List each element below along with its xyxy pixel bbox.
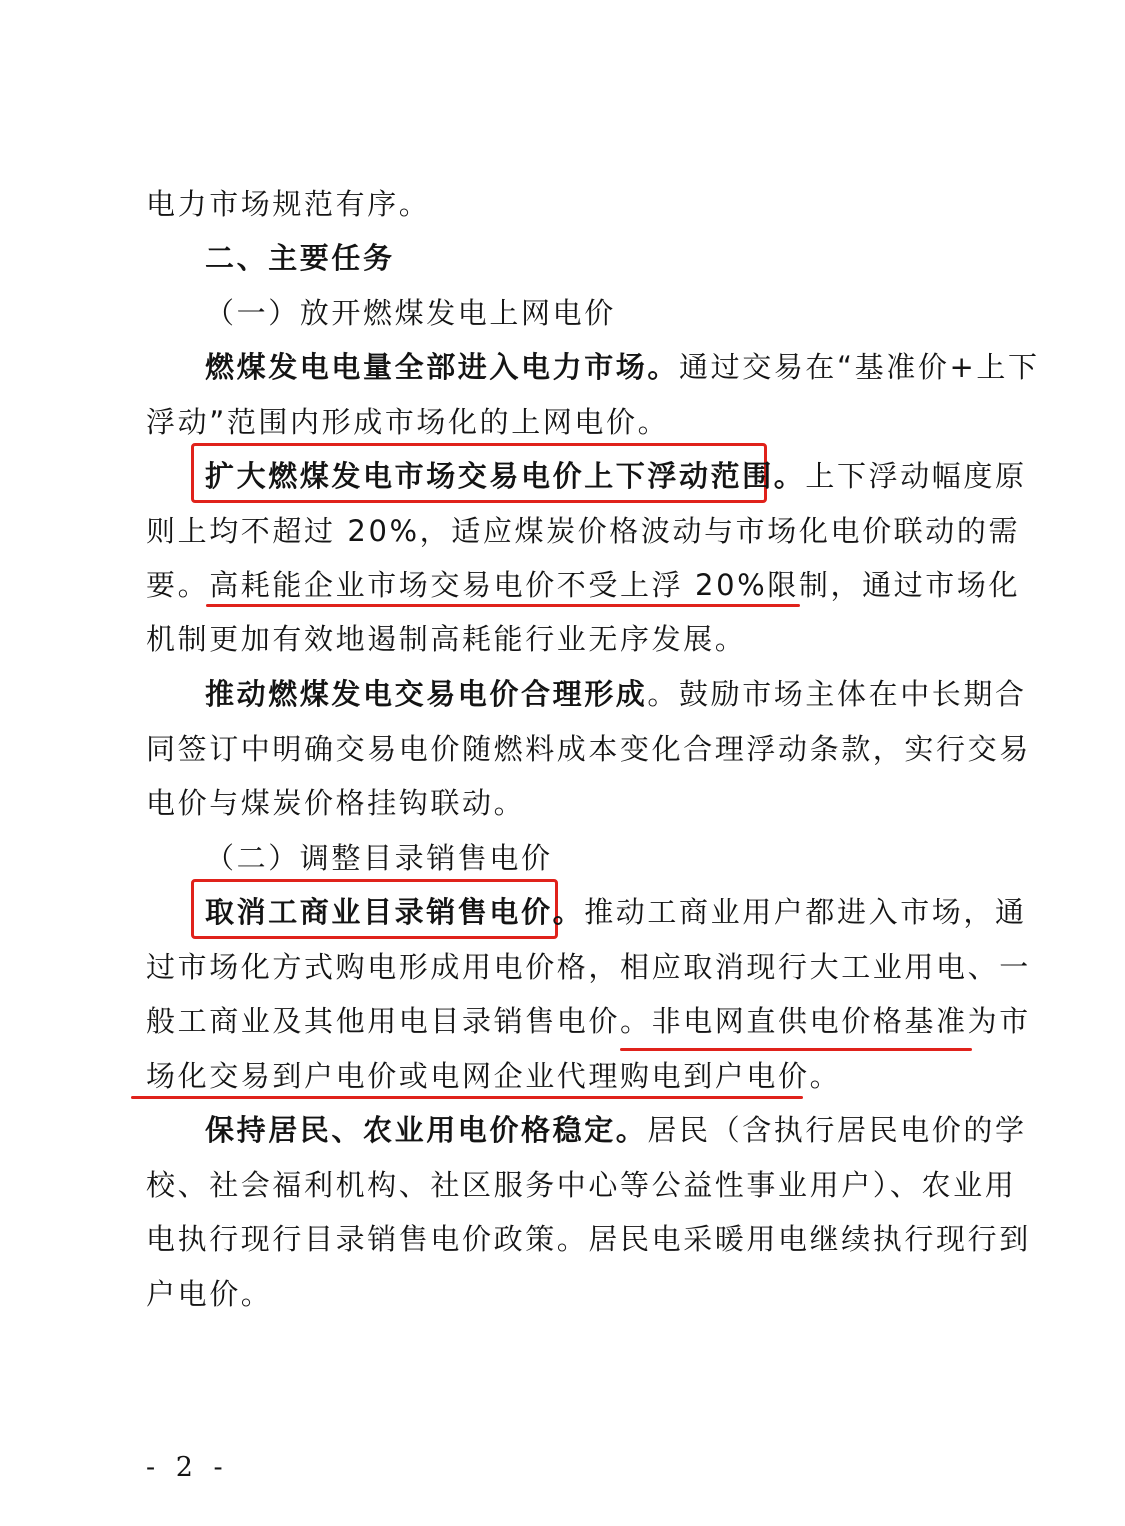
paragraph-line <box>146 1056 978 1096</box>
underlined-text: 场化交易到户电价或电网企业代理购电到户电价。 <box>146 1059 842 1093</box>
subsection-heading <box>205 838 553 878</box>
text: 般工商业及其他用电目录销售电价。 <box>146 1004 652 1038</box>
paragraph-line <box>146 619 978 659</box>
red-underline-annotation <box>131 1096 803 1099</box>
text: 电力市场规范有序。 <box>146 187 431 221</box>
bold-lead: 取消工商业目录销售电价。 <box>205 895 585 929</box>
subsection-heading <box>205 293 616 333</box>
text: 。鼓励市场主体在中长期合 <box>647 677 1027 711</box>
text: 要。 <box>146 568 210 602</box>
red-underline-annotation <box>620 1048 972 1051</box>
text: 浮动”范围内形成市场化的上网电价。 <box>146 405 670 439</box>
text: 户电价。 <box>146 1277 273 1311</box>
text: 同签订中明确交易电价随燃料成本变化合理浮动条款，实行交易 <box>146 732 1031 766</box>
text: ，通过市场化 <box>830 568 1021 602</box>
paragraph-line <box>205 892 1027 932</box>
paragraph-line <box>205 347 1040 387</box>
paragraph-line <box>146 511 1021 551</box>
paragraph-line <box>146 1274 978 1314</box>
section-heading <box>205 238 395 278</box>
page-number: - 2 - <box>146 1452 229 1483</box>
subheading-text: （二）调整目录销售电价 <box>205 841 553 875</box>
paragraph-line <box>146 1165 1017 1205</box>
bold-lead: 扩大燃煤发电市场交易电价上下浮动范围。 <box>205 459 806 493</box>
text: 校、社会福利机构、社区服务中心等公益性事业用户）、农业用 <box>146 1168 1017 1202</box>
paragraph-line <box>146 947 1031 987</box>
underlined-text: 非电网直供电价格基准为市 <box>651 1004 1031 1038</box>
paragraph-line <box>146 184 978 224</box>
paragraph-line <box>146 565 1021 605</box>
text: 居民（含执行居民电价的学 <box>647 1113 1027 1147</box>
bold-lead: 推动燃煤发电交易电价合理形成 <box>205 677 648 711</box>
text: 电价与煤炭价格挂钩联动。 <box>146 786 526 820</box>
text: 则上均不超过 20%，适应煤炭价格波动与市场化电价联动的需 <box>146 514 1021 548</box>
bold-lead: 保持居民、农业用电价格稳定。 <box>205 1113 648 1147</box>
text: 过市场化方式购电形成用电价格，相应取消现行大工业用电、一 <box>146 950 1031 984</box>
paragraph-line <box>146 783 978 823</box>
paragraph-line <box>205 674 1027 714</box>
underlined-text: 高耗能企业市场交易电价不受上浮 20%限制 <box>209 568 831 602</box>
bold-lead: 燃煤发电电量全部进入电力市场。 <box>205 350 680 384</box>
text: 机制更加有效地遏制高耗能行业无序发展。 <box>146 622 747 656</box>
paragraph-line <box>146 1219 1031 1259</box>
paragraph-line <box>205 456 1027 496</box>
subheading-text: （一）放开燃煤发电上网电价 <box>205 296 616 330</box>
red-underline-annotation <box>206 604 800 607</box>
paragraph-line <box>205 1110 1027 1150</box>
text: 推动工商业用户都进入市场，通 <box>584 895 1027 929</box>
text: 电执行现行目录销售电价政策。居民电采暖用电继续执行现行到 <box>146 1222 1031 1256</box>
paragraph-line <box>146 1001 1031 1041</box>
heading-text: 二、主要任务 <box>205 241 395 275</box>
text: 上下浮动幅度原 <box>805 459 1027 493</box>
text: 通过交易在“基准价+上下 <box>679 350 1040 384</box>
paragraph-line <box>146 402 978 442</box>
paragraph-line <box>146 729 1031 769</box>
